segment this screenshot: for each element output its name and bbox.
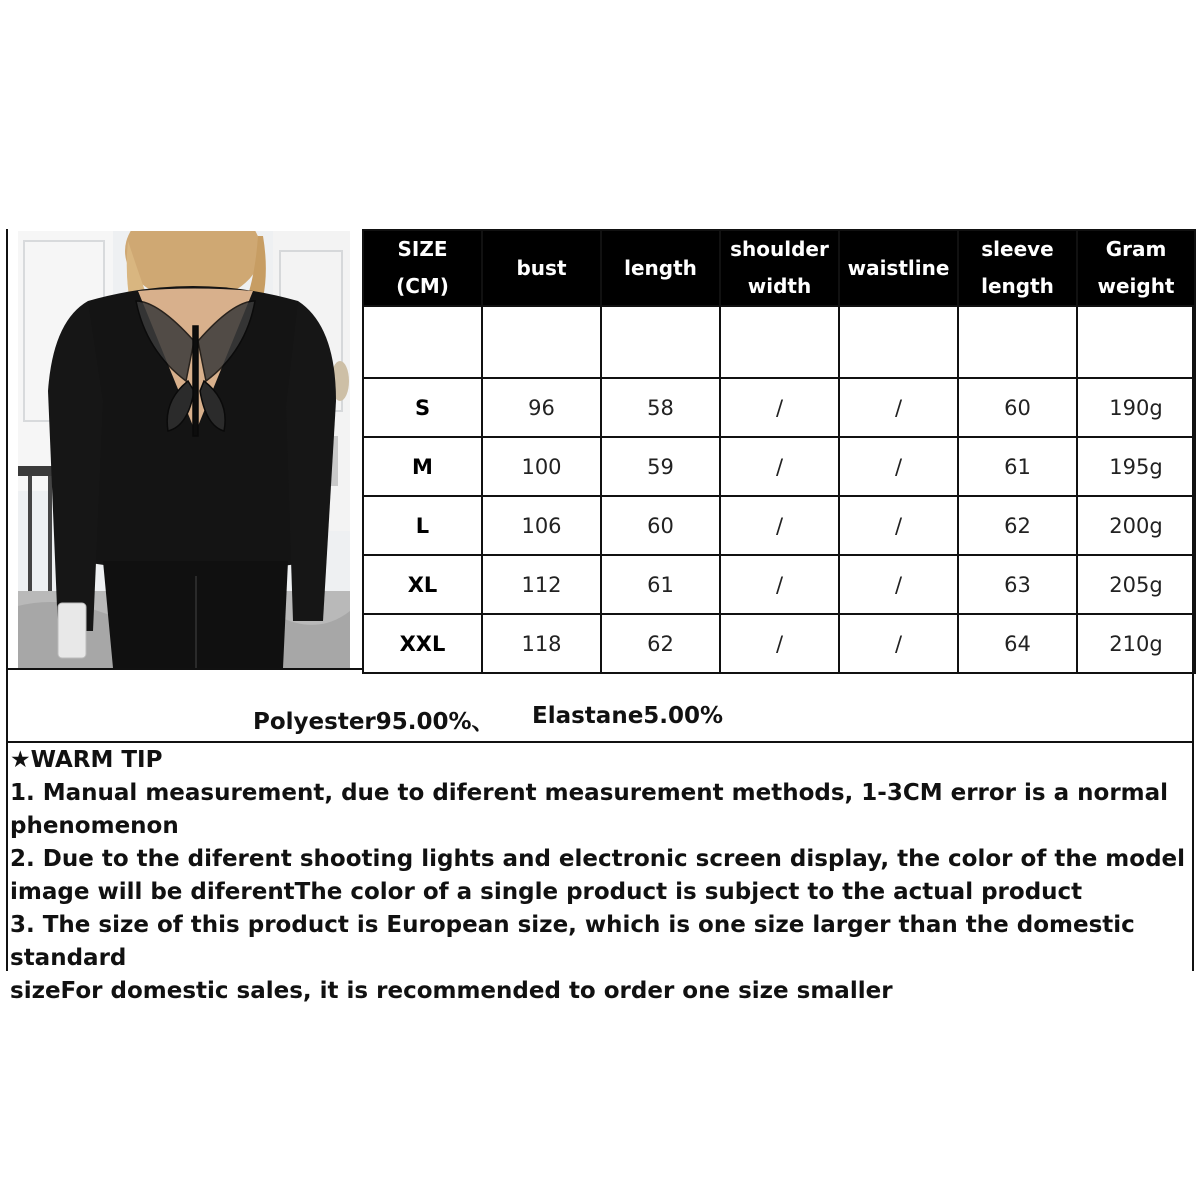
table-cell: 195g [1077, 437, 1195, 496]
size-label: M [363, 437, 482, 496]
header-text: Gram [1105, 237, 1167, 261]
table-cell: 60 [601, 496, 720, 555]
table-cell [839, 306, 958, 378]
header-text: length [624, 255, 697, 280]
tip-line: 3. The size of this product is European size, which is one size larger than the domestic standard [10, 912, 1135, 971]
tip-line: 2. Due to the diferent shooting lights and electronic screen display, the color of the model [10, 846, 1186, 872]
size-label: XXL [363, 614, 482, 673]
table-cell: 190g [1077, 378, 1195, 437]
size-label: L [363, 496, 482, 555]
table-cell: 118 [482, 614, 601, 673]
tip-line: phenomenon [10, 813, 179, 839]
warm-tip-title: ★WARM TIP [10, 747, 163, 773]
header-bust [482, 230, 601, 306]
table-cell [720, 306, 839, 378]
header-text: (CM) [396, 274, 449, 298]
material-elastane: Elastane5.00% [532, 703, 724, 729]
table-cell: 61 [601, 555, 720, 614]
table-cell [1077, 306, 1195, 378]
tip-line: image will be diferentThe color of a single product is subject to the actual product [10, 879, 1083, 905]
header-shoulder-width [720, 230, 839, 306]
table-cell: 59 [601, 437, 720, 496]
header-text: length [981, 274, 1054, 298]
table-cell [601, 306, 720, 378]
photo-bottom-rule [6, 668, 364, 670]
table-header-row [363, 230, 1195, 306]
material-composition [253, 703, 495, 736]
table-cell [482, 306, 601, 378]
size-label: S [363, 378, 482, 437]
table-cell: 96 [482, 378, 601, 437]
table-cell: 106 [482, 496, 601, 555]
material-bottom-rule [6, 741, 1194, 743]
table-cell [958, 306, 1077, 378]
tip-line: 1. Manual measurement, due to diferent measurement methods, 1-3CM error is a normal [10, 780, 1169, 806]
header-text: SIZE [397, 237, 448, 261]
tip-line: sizeFor domestic sales, it is recommended to order one size smaller [10, 978, 893, 1004]
warm-tips [10, 744, 1190, 1008]
table-cell: / [839, 378, 958, 437]
table-cell [363, 306, 482, 378]
table-cell: 64 [958, 614, 1077, 673]
header-gram-weight [1077, 230, 1195, 306]
header-text: sleeve [981, 237, 1054, 261]
table-row [363, 378, 1195, 437]
header-waistline [839, 230, 958, 306]
table-cell: 205g [1077, 555, 1195, 614]
table-cell: / [839, 555, 958, 614]
table-cell: 61 [958, 437, 1077, 496]
table-cell: 112 [482, 555, 601, 614]
header-text: waistline [847, 255, 950, 280]
table-cell: 60 [958, 378, 1077, 437]
header-size [363, 230, 482, 306]
table-cell: 62 [601, 614, 720, 673]
table-cell: / [720, 437, 839, 496]
table-cell: 200g [1077, 496, 1195, 555]
header-text: width [747, 274, 812, 298]
table-cell: 100 [482, 437, 601, 496]
size-table [362, 229, 1196, 674]
table-row [363, 614, 1195, 673]
left-border [6, 229, 8, 971]
table-row [363, 437, 1195, 496]
header-text: weight [1097, 274, 1175, 298]
table-cell: 210g [1077, 614, 1195, 673]
table-cell: 63 [958, 555, 1077, 614]
table-cell: 58 [601, 378, 720, 437]
size-label: XL [363, 555, 482, 614]
table-blank-row [363, 306, 1195, 378]
table-cell: / [720, 378, 839, 437]
product-photo [18, 231, 350, 668]
table-cell: / [720, 496, 839, 555]
table-cell: / [839, 614, 958, 673]
table-row [363, 496, 1195, 555]
table-cell: / [839, 496, 958, 555]
header-length [601, 230, 720, 306]
table-cell: / [720, 555, 839, 614]
table-cell: / [839, 437, 958, 496]
material-polyester: Polyester95.00%、 [253, 709, 495, 735]
header-text: bust [516, 255, 567, 280]
table-cell: 62 [958, 496, 1077, 555]
table-row [363, 555, 1195, 614]
model-back-illustration [18, 231, 350, 668]
header-sleeve-length [958, 230, 1077, 306]
header-text: shoulder [730, 237, 829, 261]
table-cell: / [720, 614, 839, 673]
